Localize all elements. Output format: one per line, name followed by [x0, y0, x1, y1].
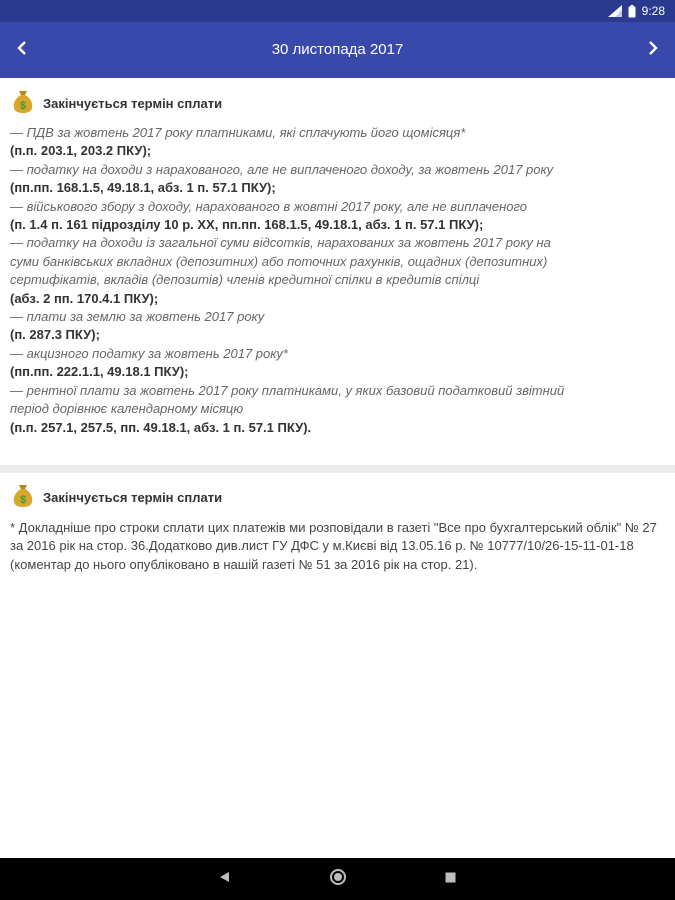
payment-description: — акцизного податку за жовтень 2017 року* — [10, 345, 288, 361]
content-list — [0, 78, 675, 584]
legal-reference: (п.п. 203.1, 203.2 ПКУ); — [10, 143, 152, 159]
page-title: 30 листопада 2017 — [271, 41, 404, 58]
payment-description: — плати за землю за жовтень 2017 року — [10, 309, 265, 325]
status-icons — [608, 0, 665, 22]
payment-description: — податку на доходи із загальної суми відсотків, нарахованих за жовтень 2017 року на — [10, 235, 551, 251]
legal-reference: (пп.пп. 168.1.5, 49.18.1, абз. 1 п. 57.1 ПКУ); — [10, 180, 276, 196]
card-header — [10, 485, 665, 511]
chevron-right-icon — [647, 41, 659, 60]
home-icon — [329, 868, 347, 891]
recents-button[interactable] — [430, 858, 470, 900]
payment-description: — військового збору з доходу, нарахованого в жовтні 2017 року, але не виплаченого — [10, 198, 527, 214]
status-bar — [0, 0, 675, 22]
wifi-icon — [608, 5, 622, 17]
app-bar — [0, 22, 675, 78]
back-button[interactable] — [204, 858, 244, 900]
payment-description: — податку на доходи з нарахованого, але не виплаченого доходу, за жовтень 2017 року — [10, 161, 554, 177]
battery-icon — [628, 5, 636, 18]
legal-reference: (п. 287.3 ПКУ); — [10, 327, 100, 343]
payment-description: період дорівнює календарному місяцю — [10, 401, 244, 417]
event-card[interactable] — [0, 78, 675, 447]
section-divider — [0, 465, 675, 473]
legal-reference: (п. 1.4 п. 161 підрозділу 10 р. XX, пп.пп. 168.1.5, 49.18.1, абз. 1 п. 57.1 ПКУ); — [10, 217, 484, 233]
card-title: Закінчується термін сплати — [43, 95, 223, 111]
legal-reference: (абз. 2 пп. 170.4.1 ПКУ); — [10, 290, 159, 306]
money-bag-icon — [10, 482, 43, 513]
card-header — [10, 90, 665, 116]
money-bag-icon — [10, 88, 43, 119]
event-card[interactable] — [0, 473, 675, 584]
svg-text:$: $ — [19, 99, 27, 112]
payment-description: суми банківських вкладних (депозитних) або поточних рахунків, ощадних (депозитних) — [10, 253, 548, 269]
legal-reference: (пп.пп. 222.1.1, 49.18.1 ПКУ); — [10, 364, 189, 380]
back-icon — [218, 870, 230, 888]
card-title: Закінчується термін сплати — [43, 490, 223, 506]
home-button[interactable] — [318, 858, 358, 900]
legal-reference: (п.п. 257.1, 257.5, пп. 49.18.1, абз. 1 п. 57.1 ПКУ). — [10, 419, 312, 435]
system-nav-bar — [0, 858, 675, 900]
payment-description: — рентної плати за жовтень 2017 року платниками, у яких базовий податковий звітний — [10, 382, 565, 398]
card-body — [10, 124, 665, 437]
payment-description: сертифікатів, вкладів (депозитів) членів кредитної спілки в кредитів спілці — [10, 272, 480, 288]
recents-icon — [445, 870, 456, 888]
status-time: 9:28 — [641, 4, 665, 18]
next-day-button[interactable] — [631, 22, 675, 78]
footnote: * Докладніше про строки сплати цих платежів ми розповідали в газеті "Все про бухгалтерський облік" № 27 за 2016 рік на стор. 36.Додатково див.лист ГУ ДФС у м.Києві від 13.05.16 р. № 10777/10/26-15-11-01-18 (коментар до нього опубліковано в нашій газеті № 51 за 2016 рік на стор. 21). — [10, 519, 657, 572]
payment-description: — ПДВ за жовтень 2017 року платниками, які сплачують його щомісяця* — [10, 125, 466, 140]
svg-text:$: $ — [19, 494, 27, 507]
